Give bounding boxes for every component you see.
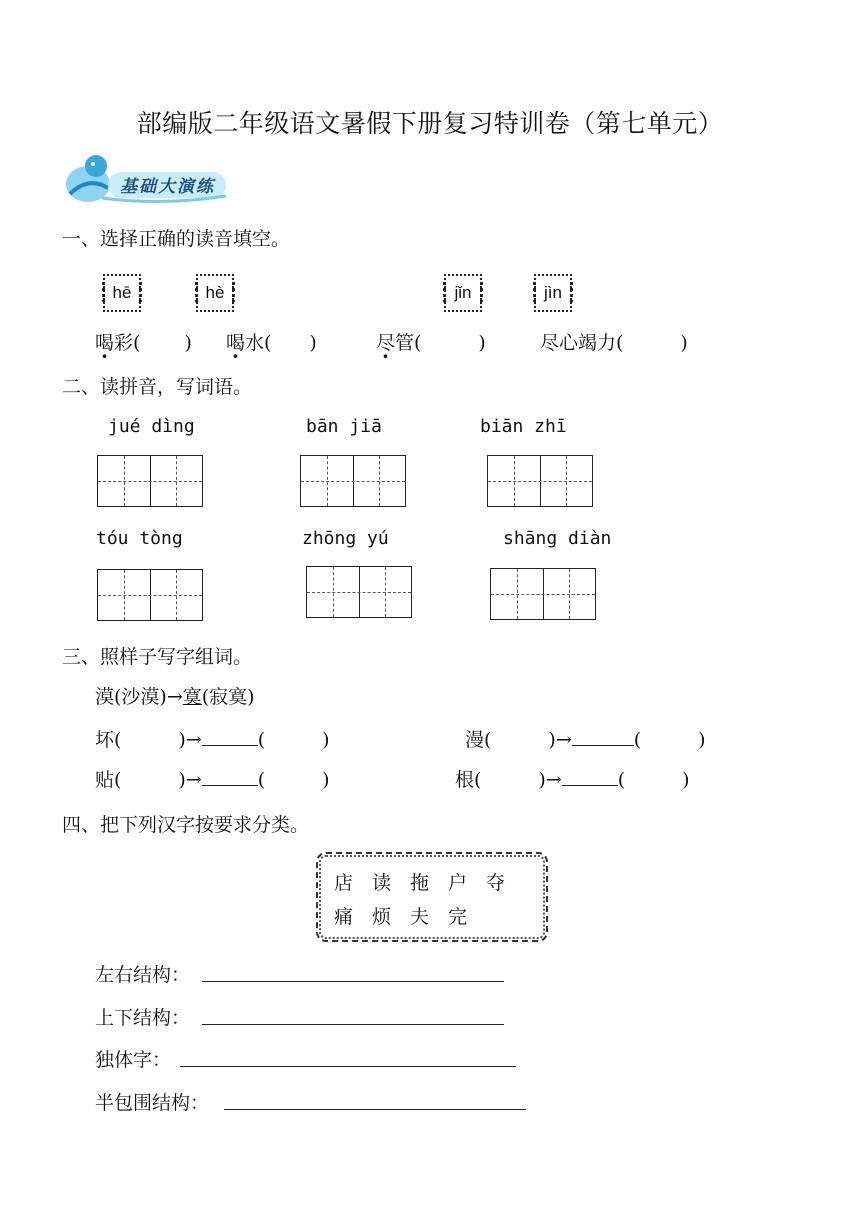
writing-grid[interactable] <box>487 455 593 507</box>
answer-blank[interactable] <box>202 727 258 746</box>
exercise-prompt: 根( )→ <box>455 769 562 791</box>
page-title: 部编版二年级语文暑假下册复习特训卷（第七单元） <box>136 109 724 138</box>
exercise-prompt: 坏( )→ <box>95 729 202 751</box>
writing-grid[interactable] <box>300 455 406 507</box>
example-line <box>95 682 255 709</box>
category-answer-line[interactable] <box>202 980 504 982</box>
exercise-tail: ( ) <box>257 769 330 791</box>
character-row-2: 痛 烦 夫 完 <box>334 906 468 928</box>
pinyin-box-jin4: jìn <box>534 274 572 312</box>
category-label-single: 独体字： <box>95 1049 172 1071</box>
exercise-tail: ( ) <box>617 769 690 791</box>
section1-heading: 一、选择正确的读音填空。 <box>62 228 291 250</box>
exercise-tail: ( ) <box>257 729 330 751</box>
writing-grid[interactable] <box>306 566 412 618</box>
item-text-tail: ) <box>623 332 688 354</box>
banner-text: 基础大演练 <box>120 177 215 197</box>
example-part-b: (寂寞) <box>201 686 255 708</box>
answer-blank[interactable] <box>202 767 258 786</box>
pinyin-word: tóu tòng <box>96 528 183 549</box>
item-heshui <box>226 328 317 355</box>
answer-blank[interactable] <box>572 727 634 746</box>
marked-char: 尽 <box>376 332 396 354</box>
exercise-prompt: 漫( )→ <box>465 729 572 751</box>
example-char: 寞 <box>182 686 202 708</box>
marked-char: 喝 <box>95 332 115 354</box>
item-jinguan <box>376 328 486 355</box>
pinyin-box-jin3: jǐn <box>444 274 482 312</box>
exercise-row-right <box>455 765 690 792</box>
answer-blank[interactable] <box>562 767 618 786</box>
example-part-a: 漠(沙漠)→ <box>95 686 183 708</box>
section4-heading: 四、把下列汉字按要求分类。 <box>62 814 310 836</box>
category-answer-line[interactable] <box>180 1065 516 1067</box>
item-jinxinjieli <box>540 328 688 355</box>
item-hecai <box>95 328 192 355</box>
category-answer-line[interactable] <box>224 1108 526 1110</box>
exercise-tail: ( ) <box>633 729 706 751</box>
category-answer-line[interactable] <box>202 1023 504 1025</box>
writing-grid[interactable] <box>97 569 203 621</box>
character-row-1: 店 读 拖 户 夺 <box>334 872 506 894</box>
pinyin-word: biān zhī <box>480 416 567 437</box>
exercise-row-left <box>95 765 330 792</box>
item-text: 水( ) <box>245 332 317 354</box>
banner-logo <box>62 150 230 206</box>
item-text: 彩( ) <box>114 332 192 354</box>
pinyin-word: jué dìng <box>108 416 195 437</box>
pinyin-box-he4: hè <box>196 274 234 312</box>
writing-grid[interactable] <box>97 455 203 507</box>
section3-heading: 三、照样子写字组词。 <box>62 646 253 668</box>
exercise-row-left <box>95 725 330 752</box>
pinyin-word: shāng diàn <box>503 528 612 549</box>
item-text: 管( ) <box>395 332 486 354</box>
exercise-row-right <box>465 725 706 752</box>
section2-heading: 二、读拼音，写词语。 <box>62 376 253 398</box>
item-text: 尽心竭力( <box>540 332 624 354</box>
pinyin-word: bān jiā <box>306 416 382 437</box>
pinyin-box-he1: hē <box>103 274 141 312</box>
writing-grid[interactable] <box>490 568 596 620</box>
exercise-prompt: 贴( )→ <box>95 769 202 791</box>
category-label-top-bottom: 上下结构： <box>95 1007 191 1029</box>
character-box <box>316 852 548 942</box>
category-label-left-right: 左右结构： <box>95 964 191 986</box>
marked-char: 喝 <box>226 332 246 354</box>
pinyin-word: zhōng yú <box>302 528 389 549</box>
category-label-half-enclosed: 半包围结构： <box>95 1092 210 1114</box>
